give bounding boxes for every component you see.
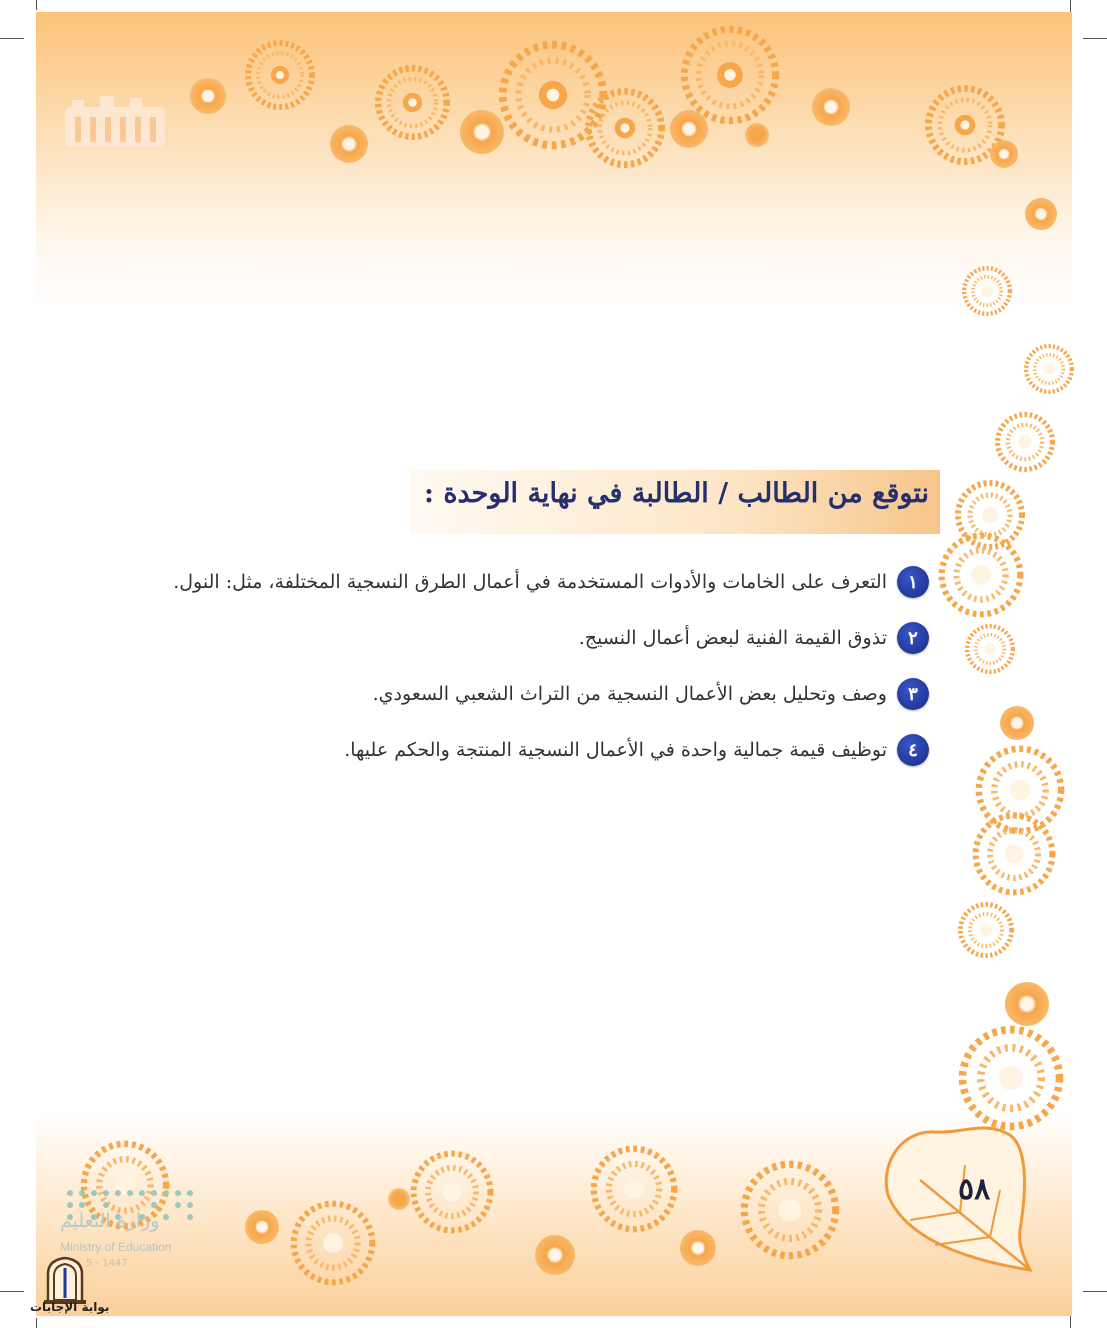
crop-mark xyxy=(0,1291,24,1292)
decorative-dot xyxy=(330,125,368,163)
flower-ornament-icon xyxy=(410,1150,494,1234)
flower-ornament-icon xyxy=(245,40,315,110)
crop-mark xyxy=(36,0,37,10)
flower-ornament-icon xyxy=(938,532,1024,618)
ministry-name-arabic: وزارة التعليم xyxy=(60,1210,160,1232)
objective-number-badge: ٣ xyxy=(897,678,929,710)
objective-item xyxy=(173,566,929,598)
decorative-dot xyxy=(680,1230,716,1266)
decorative-dot xyxy=(745,123,769,147)
building-silhouette-icon xyxy=(60,92,170,152)
flower-ornament-icon xyxy=(590,1145,678,1233)
objective-number-badge: ٢ xyxy=(897,622,929,654)
decorative-dot xyxy=(388,1188,410,1210)
decorative-dot xyxy=(670,110,708,148)
objective-text: وصف وتحليل بعض الأعمال النسجية من التراث الشعبي السعودي. xyxy=(372,683,887,705)
portal-name: بوابة الإجابات xyxy=(30,1300,110,1314)
decorative-dot xyxy=(990,140,1018,168)
objective-item xyxy=(344,734,929,766)
objective-text: التعرف على الخامات والأدوات المستخدمة في أعمال الطرق النسجية المختلفة، مثل: النول. xyxy=(173,571,887,593)
unit-objectives-heading: نتوقع من الطالب / الطالبة في نهاية الوحدة : xyxy=(424,478,929,509)
decorative-dot xyxy=(1005,982,1049,1026)
decorative-dot xyxy=(245,1210,279,1244)
decorative-dot xyxy=(812,88,850,126)
objective-text: توظيف قيمة جمالية واحدة في الأعمال النسجية المنتجة والحكم عليها. xyxy=(344,739,887,761)
objective-number-badge: ٤ xyxy=(897,734,929,766)
objective-number-badge: ١ xyxy=(897,566,929,598)
crop-mark xyxy=(1083,38,1107,39)
objective-item xyxy=(579,622,929,654)
crop-mark xyxy=(1083,1291,1107,1292)
decorative-dot xyxy=(535,1235,575,1275)
page-number: ٥٨ xyxy=(958,1172,991,1207)
decorative-dot xyxy=(1000,706,1034,740)
flower-ornament-icon xyxy=(972,812,1056,896)
decorative-dot xyxy=(460,110,504,154)
crop-mark xyxy=(36,1318,37,1328)
flower-ornament-icon xyxy=(958,902,1014,958)
flower-ornament-icon xyxy=(962,266,1012,316)
decorative-dot xyxy=(190,78,226,114)
ministry-name-english: Ministry of Education xyxy=(60,1240,172,1254)
flower-ornament-icon xyxy=(965,624,1015,674)
flower-ornament-icon xyxy=(375,65,450,140)
decorative-dot xyxy=(1025,198,1057,230)
flower-ornament-icon xyxy=(585,88,665,168)
objective-text: تذوق القيمة الفنية لبعض أعمال النسيج. xyxy=(578,627,887,649)
crop-mark xyxy=(0,38,24,39)
flower-ornament-icon xyxy=(958,1025,1064,1131)
flower-ornament-icon xyxy=(1024,344,1074,394)
flower-ornament-icon xyxy=(290,1200,376,1286)
edition-year: 5 - 1447 xyxy=(86,1258,128,1269)
objective-item xyxy=(373,678,929,710)
flower-ornament-icon xyxy=(995,412,1055,472)
flower-ornament-icon xyxy=(740,1160,840,1260)
